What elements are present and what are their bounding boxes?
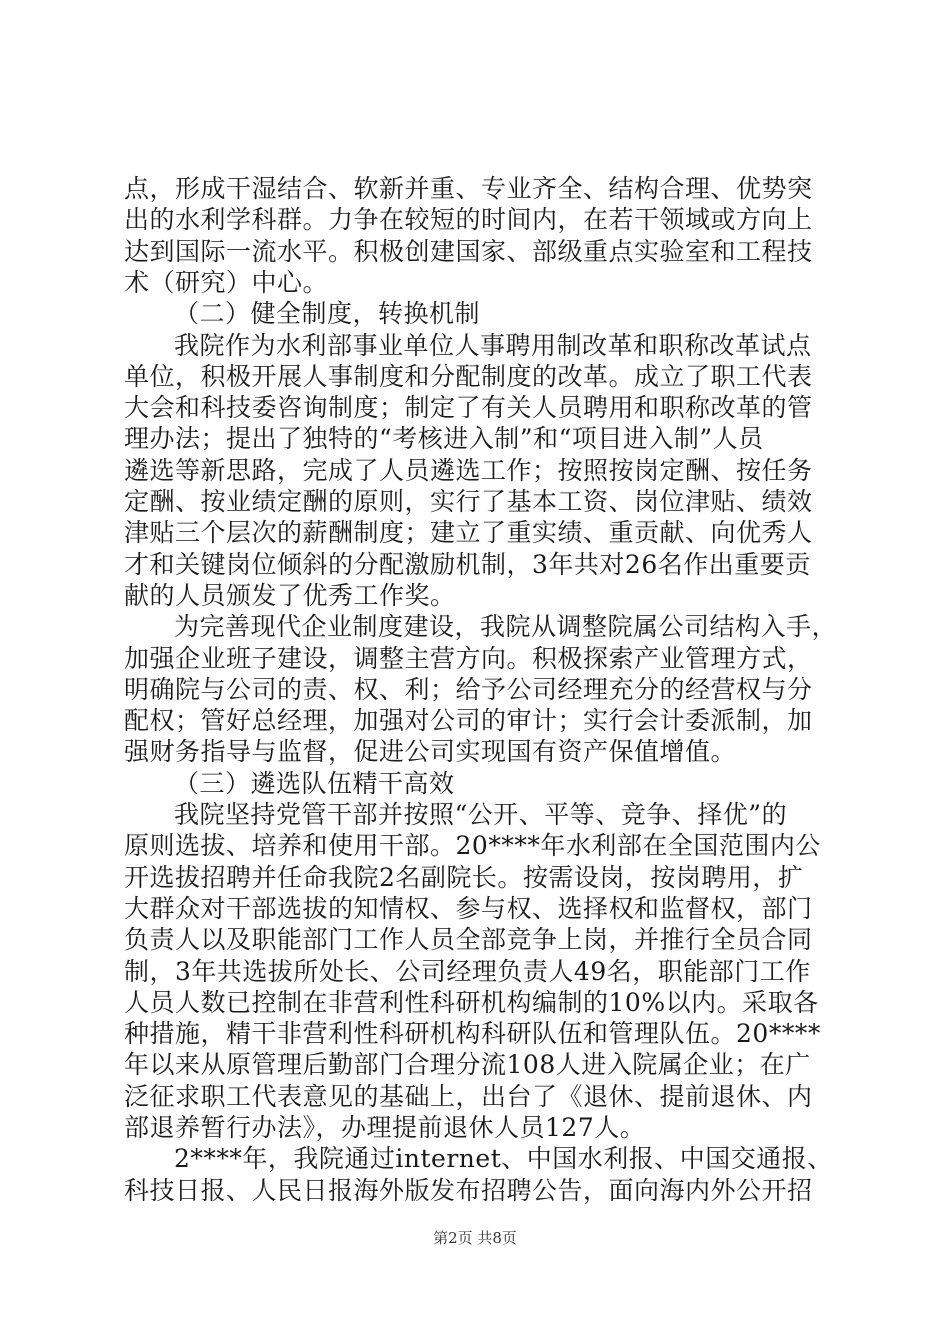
text-line: 为完善现代企业制度建设，我院从调整院属公司结构入手， bbox=[174, 612, 838, 642]
text-line: 出的水利学科群。力争在较短的时间内，在若干领域或方向上 bbox=[124, 205, 813, 235]
text-line: 制，3年共选拔所处长、公司经理负责人49名，职能部门工作 bbox=[124, 956, 811, 986]
text-line: 配权；管好总经理，加强对公司的审计；实行会计委派制，加 bbox=[124, 706, 813, 736]
text-line: 明确院与公司的责、权、利；给予公司经理充分的经营权与分 bbox=[124, 674, 813, 704]
text-line: 定酬、按业绩定酬的原则，实行了基本工资、岗位津贴、绩效 bbox=[124, 487, 813, 516]
text-line: 科技日报、人民日报海外版发布招聘公告，面向海内外公开招 bbox=[124, 1175, 813, 1205]
text-line: 点，形成干湿结合、软新并重、专业齐全、结构合理、优势突 bbox=[124, 174, 813, 203]
text-line: 才和关键岗位倾斜的分配激励机制，3年共对26名作出重要贡 bbox=[124, 549, 811, 579]
text-line: 负责人以及职能部门工作人员全部竞争上岗，并推行全员合同 bbox=[124, 925, 813, 955]
text-line: 人员人数已控制在非营利性科研机构编制的10%以内。采取各 bbox=[124, 987, 819, 1017]
text-line: 津贴三个层次的薪酬制度；建立了重实绩、重贡献、向优秀人 bbox=[124, 518, 813, 548]
text-line: （三）遴选队伍精干高效 bbox=[174, 768, 455, 798]
text-line: 种措施，精干非营利性科研机构科研队伍和管理队伍。20**** bbox=[124, 1019, 821, 1049]
text-line: （二）健全制度，转换机制 bbox=[174, 299, 481, 329]
text-line: 原则选拔、培养和使用干部。20****年水利部在全国范围内公 bbox=[124, 831, 821, 861]
text-line: 大群众对干部选拔的知情权、参与权、选择权和监督权，部门 bbox=[124, 893, 813, 923]
text-line: 大会和科技委咨询制度；制定了有关人员聘用和职称改革的管 bbox=[124, 393, 813, 423]
text-line: 献的人员颁发了优秀工作奖。 bbox=[124, 580, 456, 610]
text-line: 我院作为水利部事业单位人事聘用制改革和职称改革试点 bbox=[174, 330, 812, 360]
text-line: 2****年，我院通过internet、中国水利报、中国交通报、 bbox=[174, 1144, 833, 1174]
text-line: 年以来从原管理后勤部门合理分流108人进入院属企业；在广 bbox=[124, 1050, 811, 1080]
text-line: 开选拔招聘并任命我院2名副院长。按需设岗，按岗聘用，扩 bbox=[124, 862, 804, 892]
page-footer: 第2页 共8页 bbox=[433, 1229, 517, 1247]
text-line: 达到国际一流水平。积极创建国家、部级重点实验室和工程技 bbox=[124, 236, 813, 266]
text-line: 强财务指导与监督，促进公司实现国有资产保值增值。 bbox=[124, 737, 737, 767]
text-line: 泛征求职工代表意见的基础上，出台了《退休、提前退休、内 bbox=[124, 1081, 813, 1111]
text-line: 理办法；提出了独特的“考核进入制”和“项目进入制”人员 bbox=[124, 424, 764, 454]
text-line: 单位，积极开展人事制度和分配制度的改革。成立了职工代表 bbox=[124, 361, 813, 391]
text-line: 遴选等新思路，完成了人员遴选工作；按照按岗定酬、按任务 bbox=[124, 455, 813, 485]
text-line: 我院坚持党管干部并按照“公开、平等、竞争、择优”的 bbox=[174, 800, 788, 829]
text-line: 术（研究）中心。 bbox=[124, 267, 329, 297]
text-line: 部退养暂行办法》，办理提前退休人员127人。 bbox=[124, 1113, 646, 1142]
text-line: 加强企业班子建设，调整主营方向。积极探索产业管理方式， bbox=[124, 643, 813, 673]
